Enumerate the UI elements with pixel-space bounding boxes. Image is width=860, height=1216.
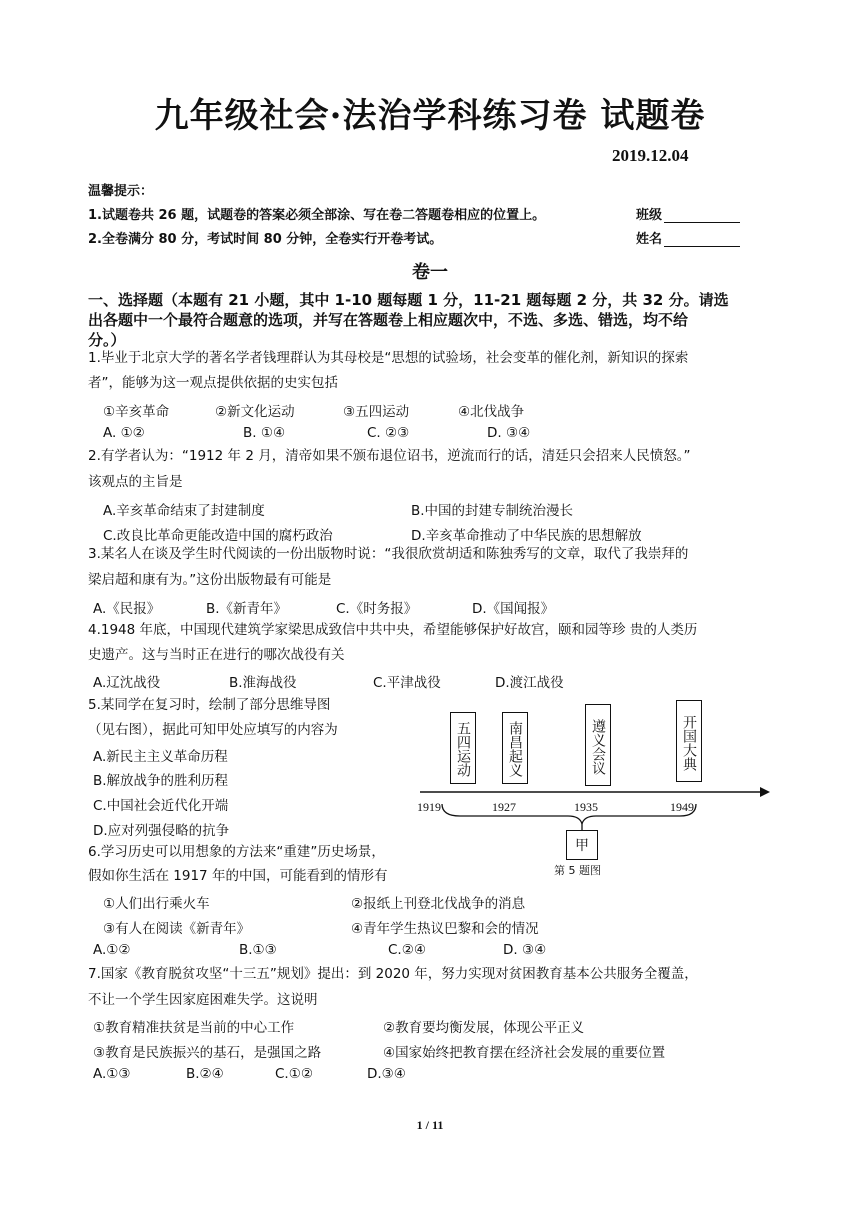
- q2-stem-1: 2.有学者认为：“1912 年 2 月，清帝如果不颁布退位诏书，逆流而行的话，清廷只会招来人民愤怒。”: [88, 448, 691, 464]
- q7-option-b[interactable]: B.②④: [186, 1066, 224, 1082]
- q7-option-c[interactable]: C.①②: [275, 1066, 313, 1082]
- year-1935: 1935: [574, 800, 598, 814]
- q4-option-c[interactable]: C.平津战役: [373, 675, 441, 691]
- q1-option-a[interactable]: A. ①②: [103, 425, 145, 441]
- q6-item-2: ②报纸上刊登北伐战争的消息: [351, 896, 526, 912]
- q1-stem-2: 者”，能够为这一观点提供依据的史实包括: [88, 375, 338, 391]
- q1-option-b[interactable]: B. ①④: [243, 425, 286, 441]
- name-field[interactable]: [636, 228, 740, 247]
- blank-jia-box: 甲: [566, 830, 598, 860]
- q3-option-b[interactable]: B.《新青年》: [206, 601, 288, 617]
- class-blank[interactable]: [664, 208, 740, 223]
- year-1919: 1919: [417, 800, 441, 814]
- q7-item-3: ③教育是民族振兴的基石，是强国之路: [93, 1045, 322, 1061]
- q6-stem-1: 6.学习历史可以用想象的方法来“重建”历史场景，: [88, 844, 385, 860]
- part-title: 卷一: [412, 262, 448, 283]
- q1-item-1: ①辛亥革命: [103, 404, 170, 420]
- q6-option-b[interactable]: B.①③: [239, 942, 277, 958]
- q7-stem-2: 不让一个学生因家庭困难失学。这说明: [88, 992, 318, 1008]
- q1-item-2: ②新文化运动: [215, 404, 295, 420]
- q3-option-d[interactable]: D.《国闻报》: [472, 601, 555, 617]
- q1-option-d[interactable]: D. ③④: [487, 425, 531, 441]
- q5-option-c[interactable]: C.中国社会近代化开端: [93, 798, 229, 814]
- class-label: 班级: [636, 208, 663, 223]
- event-box-1: 五四运动: [450, 712, 476, 784]
- q3-stem-1: 3.某名人在谈及学生时代阅读的一份出版物时说：“我很欣赏胡适和陈独秀写的文章，取代了我崇拜的: [88, 546, 689, 562]
- section-instructions: [88, 290, 788, 350]
- q6-option-d[interactable]: D. ③④: [503, 942, 547, 958]
- q7-item-4: ④国家始终把教育摆在经济社会发展的重要位置: [383, 1045, 666, 1061]
- q2-option-b[interactable]: B.中国的封建专制统治漫长: [411, 503, 574, 519]
- q1-item-4: ④北伐战争: [458, 404, 525, 420]
- q2-stem-2: 该观点的主旨是: [88, 474, 183, 490]
- q5-option-b[interactable]: B.解放战争的胜利历程: [93, 773, 229, 789]
- tip-1: 1.试题卷共 26 题，试题卷的答案必须全部涂、写在卷二答题卷相应的位置上。: [88, 208, 546, 223]
- brace: [442, 804, 696, 824]
- q1-stem-1: 1.毕业于北京大学的著名学者钱理群认为其母校是“思想的试验场，社会变革的催化剂，新知识的探索: [88, 350, 689, 366]
- q5-option-a[interactable]: A.新民主主义革命历程: [93, 749, 228, 765]
- q4-stem-1: 4.1948 年底，中国现代建筑学家梁思成致信中共中央，希望能够保护好故宫，颐和园等珍 贵的人类历: [88, 622, 698, 638]
- q1-item-3: ③五四运动: [343, 404, 410, 420]
- q7-stem-1: 7.国家《教育脱贫攻坚“十三五”规划》提出：到 2020 年，努力实现对贫困教育基本公共服务全覆盖，: [88, 966, 698, 982]
- q2-option-a[interactable]: A.辛亥革命结束了封建制度: [103, 503, 265, 519]
- name-label: 姓名: [636, 232, 663, 247]
- section-line-1: 一、选择题（本题有 21 小题，其中 1-10 题每题 1 分，11-21 题每题 2 分，共 32 分。请选: [88, 291, 729, 309]
- q6-stem-2: 假如你生活在 1917 年的中国，可能看到的情形有: [88, 868, 388, 884]
- q6-option-c[interactable]: C.②④: [388, 942, 426, 958]
- q7-item-1: ①教育精准扶贫是当前的中心工作: [93, 1020, 295, 1036]
- arrow-icon: [760, 787, 770, 797]
- q5-stem-2: （见右图），据此可知甲处应填写的内容为: [88, 722, 338, 738]
- q2-option-c[interactable]: C.改良比革命更能改造中国的腐朽政治: [103, 528, 333, 544]
- section-line-2: 出各题中一个最符合题意的选项，并写在答题卷上相应题次中，不选、多选、错选，均不给: [88, 311, 689, 329]
- event-box-2: 南昌起义: [502, 712, 528, 784]
- q5-option-d[interactable]: D.应对列强侵略的抗争: [93, 823, 230, 839]
- q3-stem-2: 梁启超和康有为。”这份出版物最有可能是: [88, 572, 332, 588]
- q4-option-d[interactable]: D.渡江战役: [495, 675, 564, 691]
- figure-5-timeline: [417, 690, 780, 880]
- q4-stem-2: 史遗产。这与当时正在进行的哪次战役有关: [88, 647, 345, 663]
- page-title: 九年级社会·法治学科练习卷 试题卷: [154, 96, 706, 136]
- q3-option-c[interactable]: C.《时务报》: [336, 601, 418, 617]
- year-1949: 1949: [670, 800, 694, 814]
- q2-option-d[interactable]: D.辛亥革命推动了中华民族的思想解放: [411, 528, 642, 544]
- tip-2: 2.全卷满分 80 分，考试时间 80 分钟，全卷实行开卷考试。: [88, 232, 443, 247]
- q4-option-a[interactable]: A.辽沈战役: [93, 675, 161, 691]
- event-box-3: 遵义会议: [585, 704, 611, 786]
- q3-option-a[interactable]: A.《民报》: [93, 601, 161, 617]
- q4-option-b[interactable]: B.淮海战役: [229, 675, 297, 691]
- q7-option-a[interactable]: A.①③: [93, 1066, 131, 1082]
- exam-date: 2019.12.04: [612, 146, 689, 165]
- q6-item-1: ①人们出行乘火车: [103, 896, 210, 912]
- q6-item-3: ③有人在阅读《新青年》: [103, 921, 251, 937]
- q1-option-c[interactable]: C. ②③: [367, 425, 410, 441]
- section-line-3: 分。）: [88, 331, 126, 349]
- q5-stem-1: 5.某同学在复习时，绘制了部分思维导图: [88, 697, 331, 713]
- name-blank[interactable]: [664, 232, 740, 247]
- q7-option-d[interactable]: D.③④: [367, 1066, 406, 1082]
- q6-item-4: ④青年学生热议巴黎和会的情况: [351, 921, 539, 937]
- tip-title: 温馨提示：: [88, 184, 154, 199]
- q6-option-a[interactable]: A.①②: [93, 942, 131, 958]
- year-1927: 1927: [492, 800, 516, 814]
- event-box-4: 开国大典: [676, 700, 702, 782]
- class-field[interactable]: [636, 204, 740, 223]
- page-number: 1 / 11: [416, 1118, 444, 1132]
- figure-5-caption: 第 5 题图: [554, 864, 601, 877]
- q7-item-2: ②教育要均衡发展，体现公平正义: [383, 1020, 585, 1036]
